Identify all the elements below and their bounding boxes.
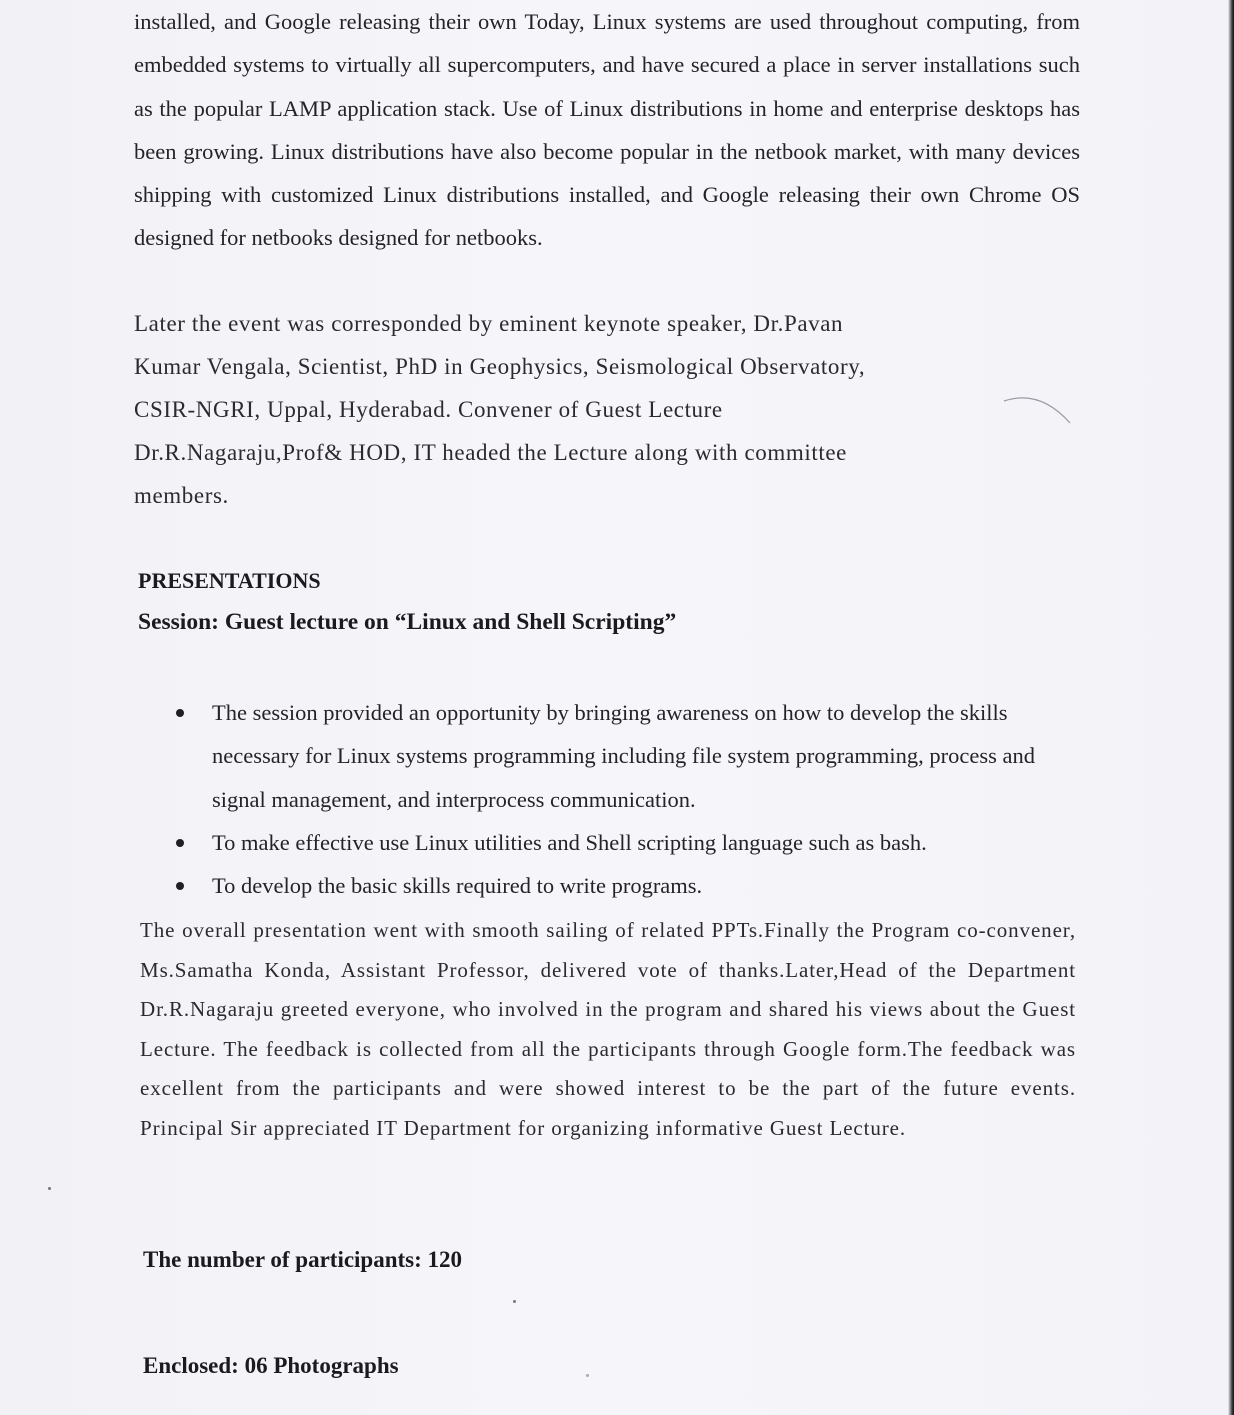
list-item — [134, 821, 1078, 864]
list-item-text: To make effective use Linux utilities and Shell scripting language such as bash. — [212, 829, 927, 855]
scan-speck-icon — [513, 1300, 516, 1303]
list-item-text: The session provided an opportunity by bringing awareness on how to develop the skills necessary for Linux systems programming including file system programming, process and signal management, and interprocess communication. — [212, 700, 1035, 812]
scan-speck-icon — [48, 1187, 51, 1190]
intro-paragraph: installed, and Google releasing their own Today, Linux systems are used throughout computing, from embedded systems to virtually all supercomputers, and have secured a place in server installations such as the popular LAMP application stack. Use of Linux distributions in home and enterprise desktops has been growing. Linux distributions have also become popular in the netbook market, with many devices shipping with customized Linux distributions installed, and Google releasing their own Chrome OS designed for netbooks designed for netbooks. — [134, 9, 1080, 251]
pen-mark-icon — [1000, 393, 1090, 433]
list-item — [134, 691, 1078, 821]
bullet-icon — [176, 839, 184, 847]
speaker-line-1: Later the event was corresponded by eminent keynote speaker, Dr.Pavan — [134, 311, 844, 336]
enclosed-photographs: Enclosed: 06 Photographs — [143, 1353, 399, 1378]
speaker-line-2: Kumar Vengala, Scientist, PhD in Geophysics, Seismological Observatory, — [134, 354, 866, 379]
summary-paragraph: The overall presentation went with smooth sailing of related PPTs.Finally the Program co-convener, Ms.Samatha Konda, Assistant Professor, delivered vote of thanks.Later,Head of the Department Dr.R.Nagaraju greeted everyone, who involved in the program and shared his views about the Guest Lecture. The feedback is collected from all the participants through Google form.The feedback was excellent from the participants and were showed interest to be the part of the future events. Principal Sir appreciated IT Department for organizing informative Guest Lecture. — [140, 918, 1076, 1140]
objectives-list — [134, 691, 1078, 907]
participants-count: The number of participants: 120 — [143, 1247, 463, 1272]
bullet-icon — [176, 709, 184, 717]
presentations-heading: PRESENTATIONS — [138, 568, 321, 593]
scan-edge-shadow — [1228, 0, 1234, 1415]
speaker-line-3: CSIR-NGRI, Uppal, Hyderabad. Convener of Guest Lecture — [134, 397, 723, 422]
scan-speck-icon — [586, 1374, 589, 1377]
speaker-line-5: members. — [134, 483, 229, 508]
list-item-text: To develop the basic skills required to write programs. — [212, 873, 703, 899]
bullet-icon — [176, 882, 184, 890]
list-item — [134, 864, 1078, 907]
speaker-line-4: Dr.R.Nagaraju,Prof& HOD, IT headed the Lecture along with committee — [134, 440, 847, 465]
session-title: Session: Guest lecture on “Linux and Shell Scripting” — [138, 609, 677, 635]
